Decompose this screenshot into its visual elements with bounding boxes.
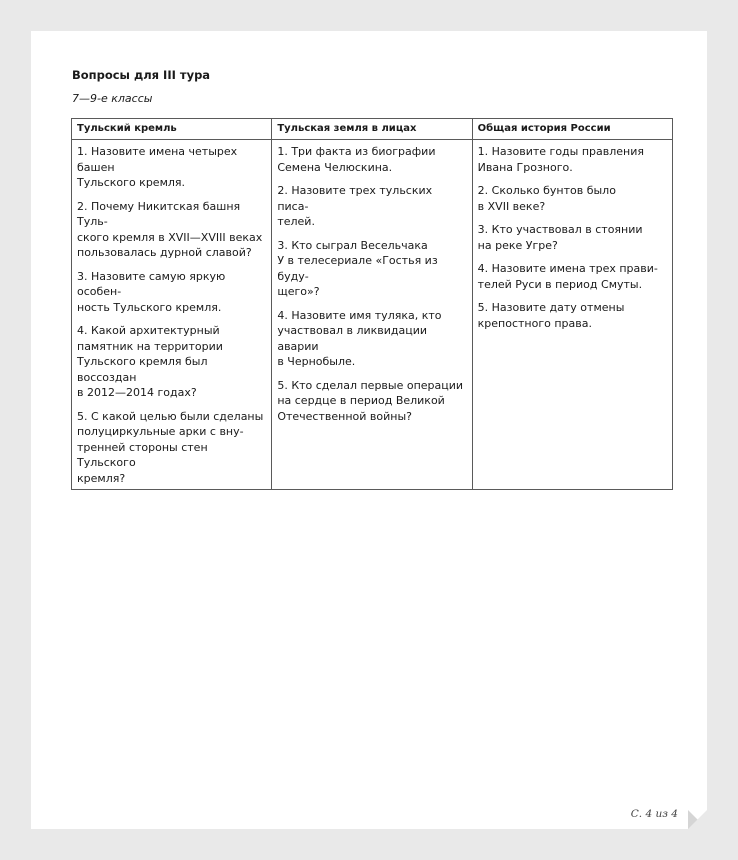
document-subtitle: 7—9-е классы [72,92,153,105]
column-cell-people [272,140,472,490]
column-header: Тульский кремль [72,119,272,140]
question-item: 5. Назовите дату отмены крепостного права. [477,301,625,330]
page-corner-cutout [688,810,707,829]
question-item: 1. Назовите годы правления Ивана Грозного. [477,145,644,174]
column-cell-kremlin [72,140,272,490]
questions-table [71,118,673,490]
table-header-row [72,119,673,140]
table-row [72,140,673,490]
question-item: 2. Назовите трех тульских писа- телей. [277,184,433,228]
column-header: Тульская земля в лицах [272,119,472,140]
question-item: 2. Сколько бунтов было в XVII веке? [477,184,616,213]
question-item: 4. Назовите имя туляка, кто участвовал в ликвидации аварии в Чернобыле. [277,308,442,368]
column-cell-history [472,140,672,490]
question-item: 3. Кто сыграл Весельчака У в телесериале «Гостья из буду- щего»? [277,238,438,298]
document-page [31,31,707,829]
question-item: 1. Три факта из биографии Семена Челюскина. [277,145,436,174]
question-item: 5. Кто сделал первые операции на сердце в период Великой Отечественной войны? [277,378,464,423]
question-item: 5. С какой целью были сделаны полуциркульные арки с вну- тренней стороны стен Тульского кремля? [77,409,264,485]
question-item: 2. Почему Никитская башня Туль- ского кремля в XVII—XVIII веках пользовалась дурной славой? [77,199,263,259]
page-number: С. 4 из 4 [630,808,678,820]
question-item: 4. Какой архитектурный памятник на территории Тульского кремля был воссоздан в 2012—2014 годах? [77,324,223,399]
column-header: Общая история России [472,119,672,140]
question-item: 1. Назовите имена четырех башен Тульского кремля. [77,145,238,189]
document-title: Вопросы для III тура [72,68,211,82]
question-item: 4. Назовите имена трех прави- телей Руси в период Смуты. [477,262,658,291]
question-item: 3. Назовите самую яркую особен- ность Тульского кремля. [77,269,226,314]
question-item: 3. Кто участвовал в стоянии на реке Угре? [477,223,643,252]
